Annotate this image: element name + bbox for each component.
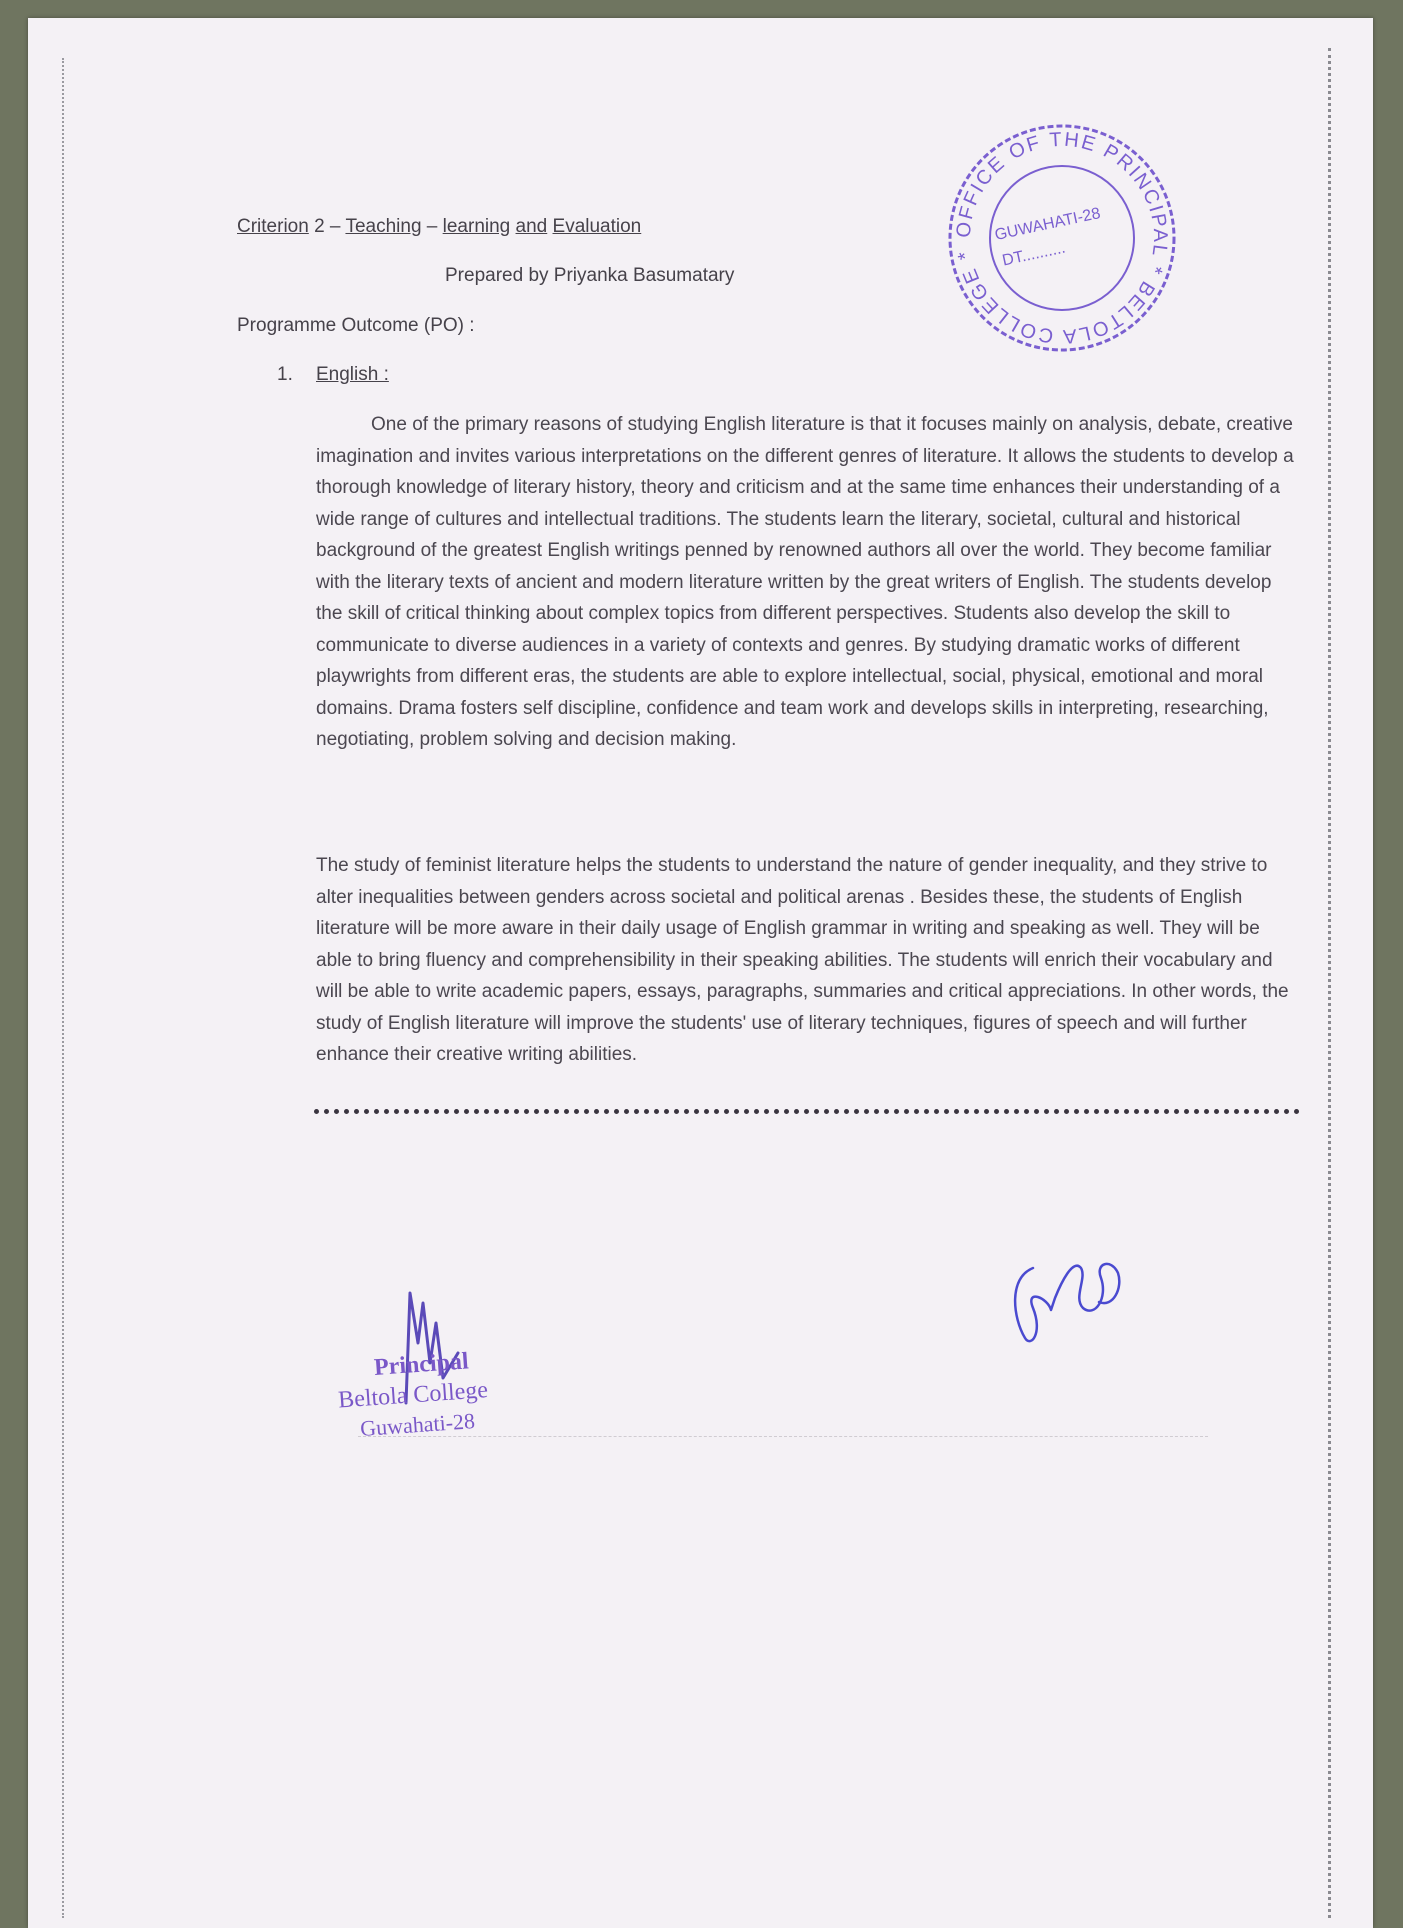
prepared-by: Prepared by Priyanka Basumatary	[445, 265, 735, 286]
list-item-title: English :	[316, 364, 389, 385]
faint-divider	[358, 1436, 1208, 1437]
dotted-divider	[314, 1109, 1300, 1114]
preparer-signature-icon	[1003, 1238, 1143, 1358]
seal-outer-ring	[950, 126, 1174, 350]
list-item-number: 1.	[277, 364, 293, 385]
stamp-city-label: Guwahati-28	[359, 1408, 476, 1442]
stamp-college-label: Beltola College	[337, 1377, 489, 1414]
paragraph-english-2: The study of feminist literature helps the students to understand the nature of gender inequality, and they strive to alter inequalities between genders across societal and political arenas . Besides these, the students of English literature will be more aware in their daily usage of English grammar in writing and speaking as well. They will be able to bring fluency and comprehensibility in their speaking abilities. The students will enrich their vocabulary and will be able to write academic papers, essays, paragraphs, summaries and critical appreciations. In other words, the study of English literature will improve the students' use of literary techniques, figures of speech and will further enhance their creative writing abilities.	[316, 855, 1289, 1065]
seal-date: DT..........	[1000, 239, 1067, 270]
principal-office-seal	[946, 122, 1178, 354]
paragraph-english-1: One of the primary reasons of studying English literature is that it focuses mainly on analysis, debate, creative imagination and invites various interpretations on the different genres of literature. It allows the students to develop a thorough knowledge of literary history, theory and criticism and at the same time enhances their understanding of a wide range of cultures and intellectual traditions. The students learn the literary, societal, cultural and historical background of the greatest English writings penned by renowned authors all over the world. They become familiar with the literary texts of ancient and modern literature written by the great writers of English. The students develop the skill of critical thinking about complex topics from different perspectives. Students also develop the skill to communicate to diverse audiences in a variety of contexts and genres. By studying dramatic works of different playwrights from different eras, the students are able to explore intellectual, social, physical, emotional and moral domains. Drama fosters self discipline, confidence and team work and develops skills in interpreting, researching, negotiating, problem solving and decision making.	[316, 414, 1294, 750]
programme-outcome-heading: Programme Outcome (PO) :	[237, 315, 475, 336]
seal-graphic	[946, 122, 1178, 354]
stamp-principal-label: Principal	[373, 1348, 470, 1381]
criterion-heading: Criterion 2 – Teaching – learning and Evaluation	[237, 216, 642, 237]
seal-ring-text: OFFICE OF THE PRINCIPAL * BELTOLA COLLEGE *	[952, 128, 1172, 348]
left-perforation	[62, 58, 64, 1918]
seal-city: GUWAHATI-28	[993, 205, 1103, 245]
right-perforation	[1328, 48, 1331, 1918]
signature-scribble-right	[1003, 1238, 1143, 1358]
document-page	[28, 18, 1373, 1928]
principal-name-stamp	[333, 1340, 559, 1445]
